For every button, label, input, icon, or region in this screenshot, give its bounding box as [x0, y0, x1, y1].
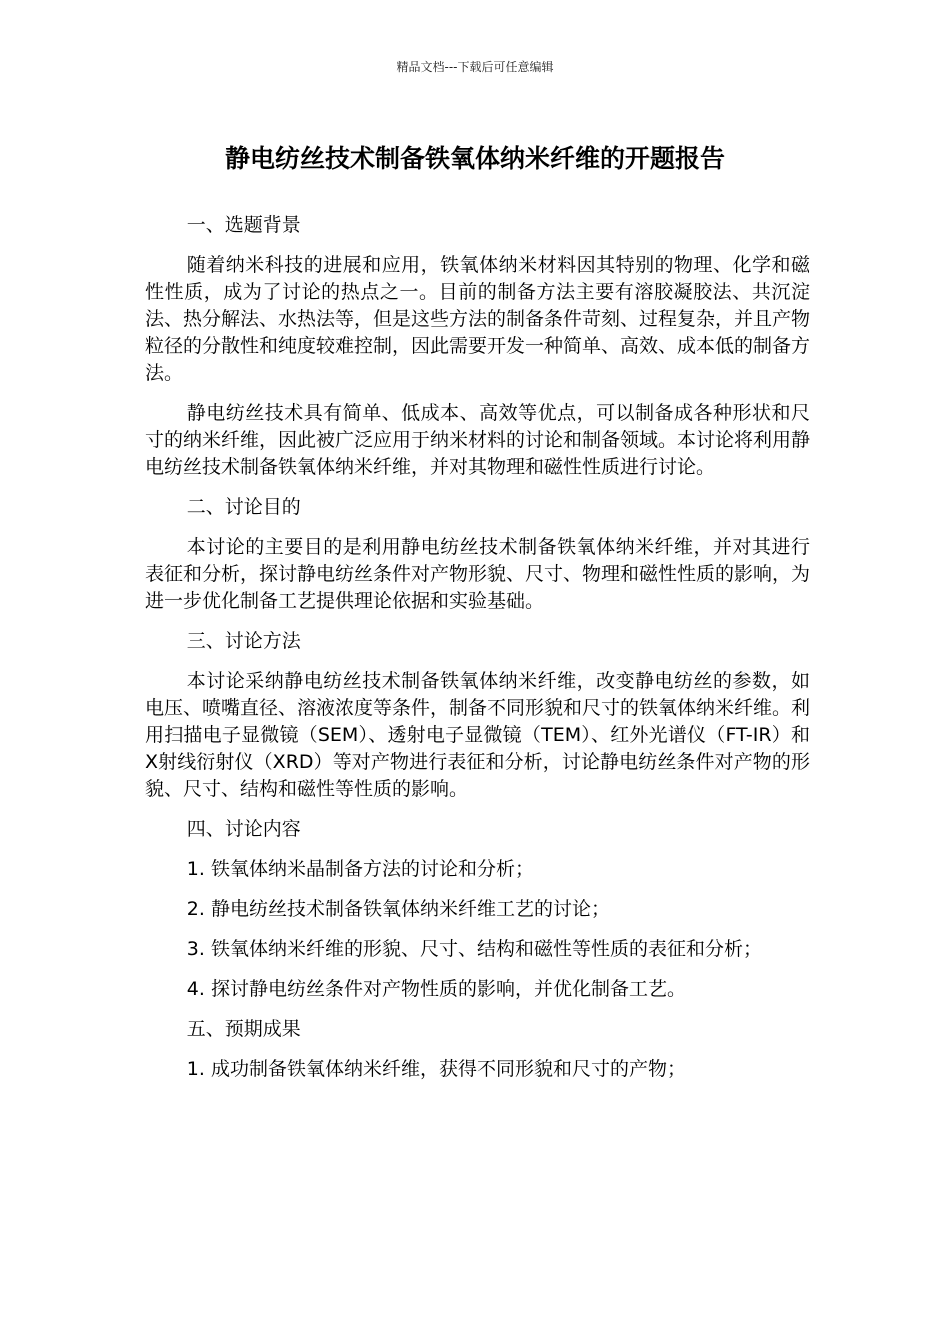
header-note: 精品文档---下载后可任意编辑 — [396, 60, 554, 74]
section-heading: 二、讨论目的 — [186, 496, 301, 518]
paragraph: 本讨论采纳静电纺丝技术制备铁氧体纳米纤维，改变静电纺丝的参数，如电压、喷嘴直径、溶液浓度等条件，制备不同形貌和尺寸的铁氧体纳米纤维。利用扫描电子显微镜（SEM）、透射电子显微镜（TEM）、红外光谱仪（FT-IR）和X射线衍射仪（XRD）等对产物进行表征和分析，讨论静电纺丝条件对产物的形貌、尺寸、结构和磁性等性质的影响。 — [145, 670, 811, 800]
paragraph: 静电纺丝技术具有简单、低成本、高效等优点，可以制备成各种形状和尺寸的纳米纤维，因此被广泛应用于纳米材料的讨论和制备领域。本讨论将利用静电纺丝技术制备铁氧体纳米纤维，并对其物理和磁性性质进行讨论。 — [145, 402, 811, 478]
section-heading: 三、讨论方法 — [186, 630, 301, 652]
list-item: 4. 探讨静电纺丝条件对产物性质的影响，并优化制备工艺。 — [186, 978, 686, 1000]
section-heading: 五、预期成果 — [186, 1018, 301, 1040]
list-item: 3. 铁氧体纳米纤维的形貌、尺寸、结构和磁性等性质的表征和分析； — [186, 938, 762, 960]
document-title: 静电纺丝技术制备铁氧体纳米纤维的开题报告 — [224, 144, 725, 173]
paragraph: 本讨论的主要目的是利用静电纺丝技术制备铁氧体纳米纤维，并对其进行表征和分析，探讨静电纺丝条件对产物形貌、尺寸、物理和磁性性质的影响，为进一步优化制备工艺提供理论依据和实验基础。 — [145, 536, 811, 612]
document-body — [145, 212, 810, 1096]
section-heading: 一、选题背景 — [186, 214, 301, 236]
list-item: 1. 铁氧体纳米晶制备方法的讨论和分析； — [186, 858, 534, 880]
list-item: 1. 成功制备铁氧体纳米纤维，获得不同形貌和尺寸的产物； — [186, 1058, 686, 1080]
paragraph: 随着纳米科技的进展和应用，铁氧体纳米材料因其特别的物理、化学和磁性性质，成为了讨论的热点之一。目前的制备方法主要有溶胶凝胶法、共沉淀法、热分解法、水热法等，但是这些方法的制备条件苛刻、过程复杂，并且产物粒径的分散性和纯度较难控制，因此需要开发一种简单、高效、成本低的制备方法。 — [145, 254, 811, 384]
list-item: 2. 静电纺丝技术制备铁氧体纳米纤维工艺的讨论； — [186, 898, 610, 920]
section-heading: 四、讨论内容 — [186, 818, 301, 840]
